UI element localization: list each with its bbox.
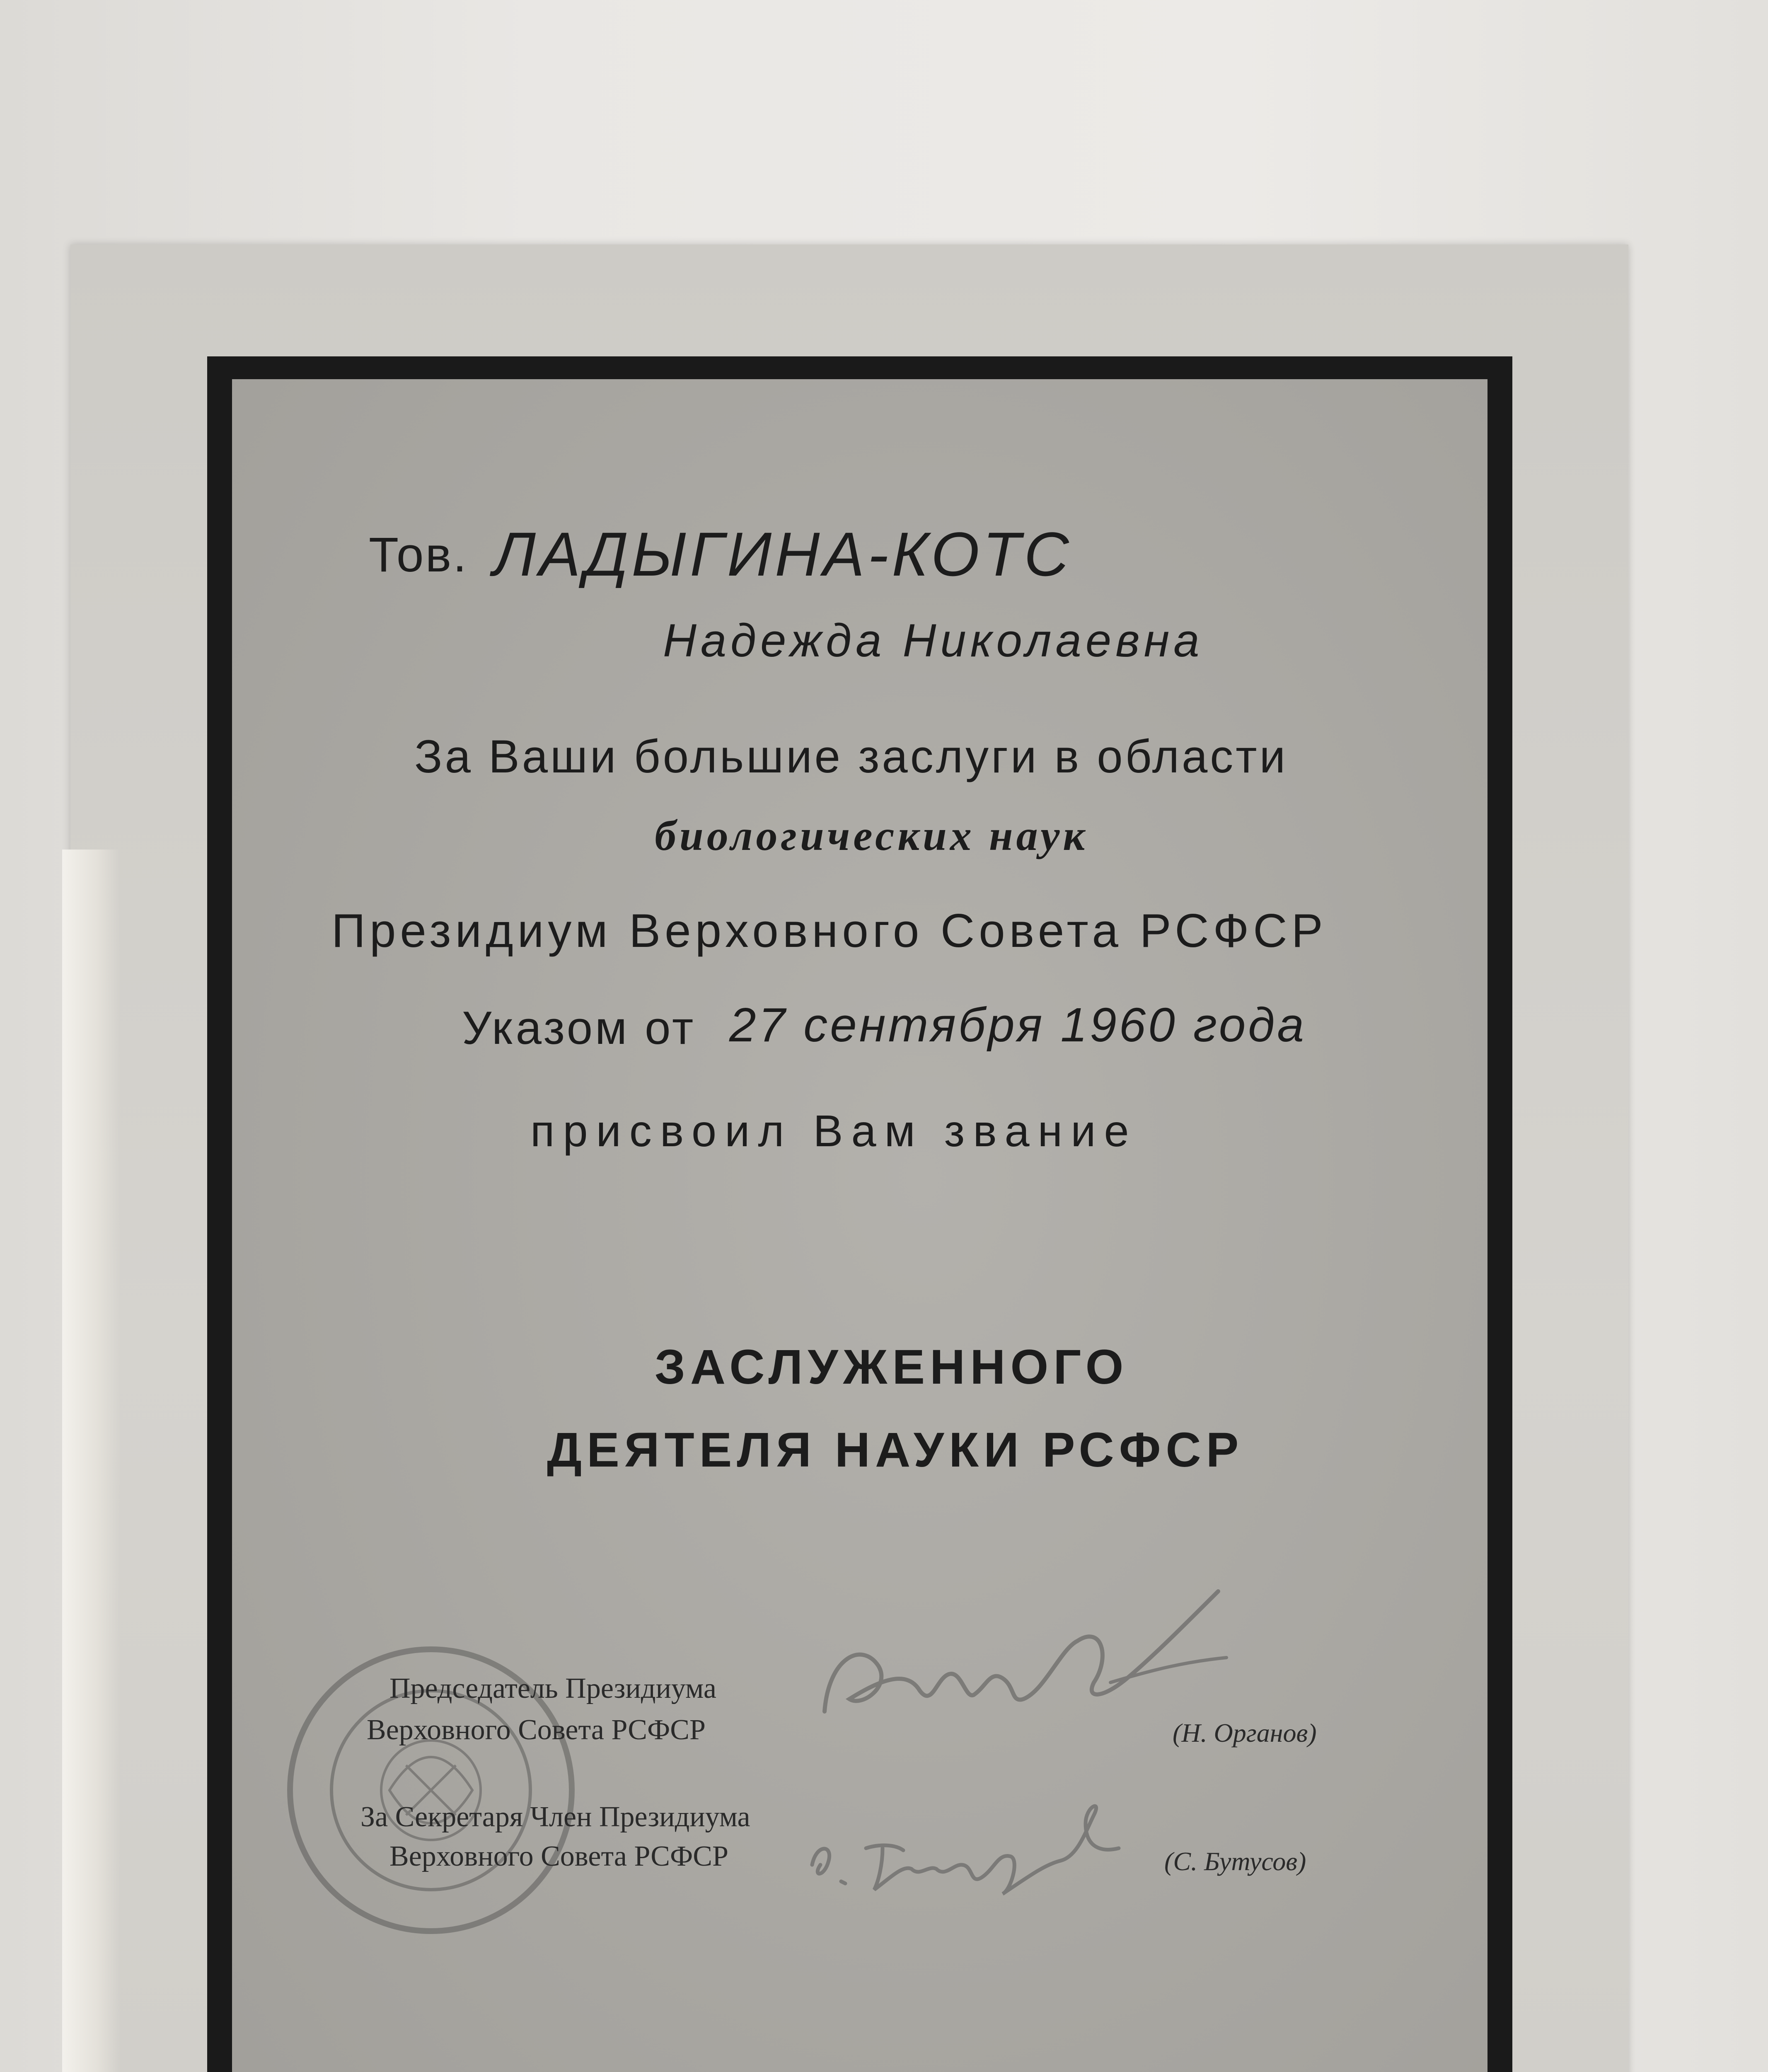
awarded-line: присвоил Вам звание [530, 1106, 1137, 1156]
honorary-title-line2: ДЕЯТЕЛЯ НАУКИ РСФСР [547, 1423, 1244, 1477]
decree-date: 27 сентября 1960 года [729, 998, 1306, 1052]
signature-organov [812, 1575, 1309, 1740]
signatory-2-role-line2: Верховного Совета РСФСР [389, 1840, 728, 1872]
decree-prefix: Указом от [462, 1002, 696, 1054]
signatory-2-role-line1: За Секретаря Член Президиума [360, 1801, 750, 1833]
print-plastic-edge [62, 850, 120, 2072]
signatory-1-name: (Н. Органов) [1173, 1718, 1317, 1748]
merits-line: За Ваши большие заслуги в области [414, 731, 1288, 782]
recipient-given-names: Надежда Николаевна [663, 615, 1204, 666]
field-line: биологических наук [655, 812, 1088, 859]
presidium-line: Президиум Верховного Совета РСФСР [331, 905, 1327, 957]
signatory-2-name: (С. Бутусов) [1164, 1847, 1306, 1876]
signatory-1-role-line1: Председатель Президиума [389, 1673, 716, 1704]
signature-butusov [796, 1782, 1168, 1906]
signatory-1-role-line2: Верховного Совета РСФСР [367, 1714, 706, 1746]
honorary-title-line1: ЗАСЛУЖЕННОГО [655, 1340, 1129, 1394]
salutation: Тов. [369, 528, 468, 582]
recipient-surname: ЛАДЫГИНА-КОТС [493, 519, 1072, 589]
